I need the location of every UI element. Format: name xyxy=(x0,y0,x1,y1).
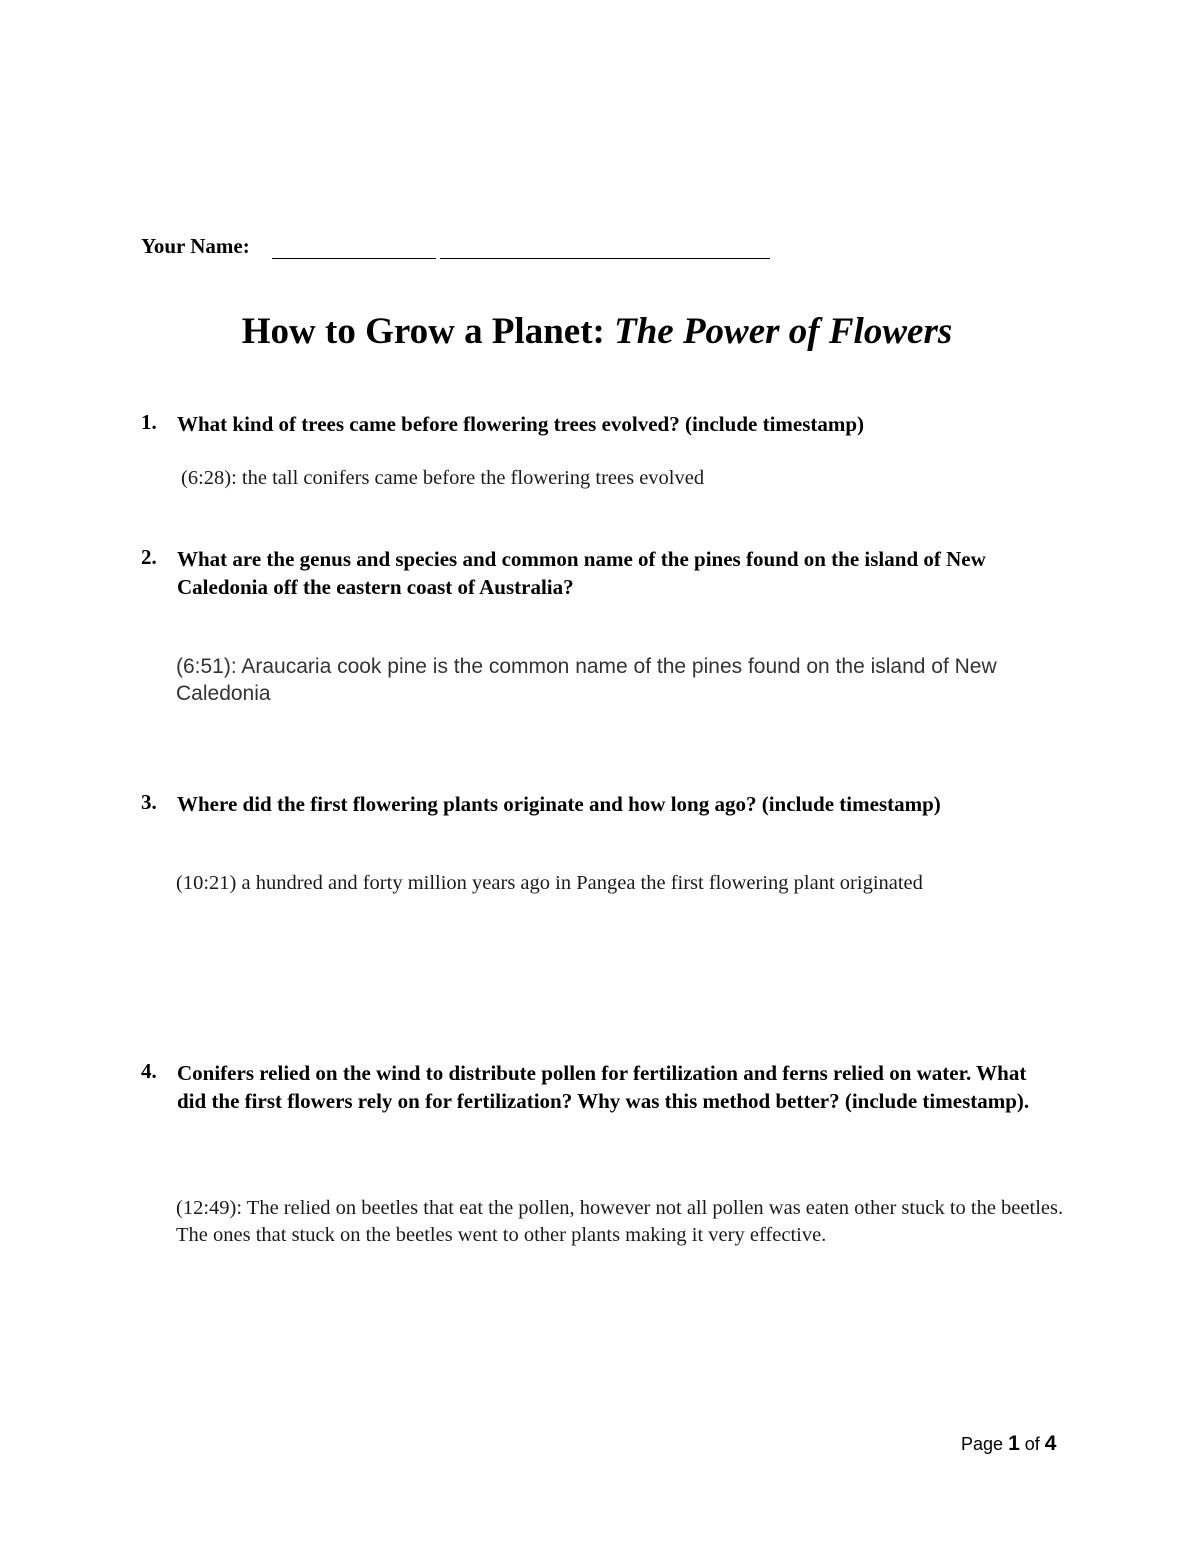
title-italic: The Power of Flowers xyxy=(614,311,953,352)
question-text: Conifers relied on the wind to distribute pollen for fertilization and ferns relied on water. What did the first flowers rely on for fertilization? Why was this method better? (include timestamp). xyxy=(177,1061,1030,1113)
question-number: 1. xyxy=(141,410,157,434)
footer-of-word: of xyxy=(1024,1434,1040,1454)
question-number: 4. xyxy=(141,1059,157,1083)
question-text: Where did the first flowering plants originate and how long ago? (include timestamp) xyxy=(177,792,941,816)
footer-current-page: 1 xyxy=(1008,1432,1020,1455)
question-text: What are the genus and species and common name of the pines found on the island of New Caledonia off the eastern coast of Australia? xyxy=(177,547,986,599)
name-label: Your Name: xyxy=(141,234,250,258)
name-blank-last[interactable] xyxy=(440,258,770,259)
page-title xyxy=(0,310,1194,353)
title-main: How to Grow a Planet: xyxy=(241,311,605,352)
page-footer xyxy=(961,1432,1056,1456)
answer-text: (6:51): Araucaria cook pine is the common name of the pines found on the island of New Caledonia xyxy=(176,655,997,705)
answer-text: (6:28): the tall conifers came before the flowering trees evolved xyxy=(181,467,705,489)
name-blank-first[interactable] xyxy=(272,258,436,259)
footer-page-word: Page xyxy=(961,1434,1004,1454)
question-number: 2. xyxy=(141,545,157,569)
question-number: 3. xyxy=(141,790,157,814)
question-text: What kind of trees came before flowering trees evolved? (include timestamp) xyxy=(177,412,865,436)
answer-text: (10:21) a hundred and forty million years ago in Pangea the first flowering plant originated xyxy=(176,872,923,894)
footer-total-pages: 4 xyxy=(1044,1432,1057,1455)
answer-text: (12:49): The relied on beetles that eat the pollen, however not all pollen was eaten other stuck to the beetles. The ones that stuck on the beetles went to other plants making it very effective. xyxy=(176,1197,1064,1246)
